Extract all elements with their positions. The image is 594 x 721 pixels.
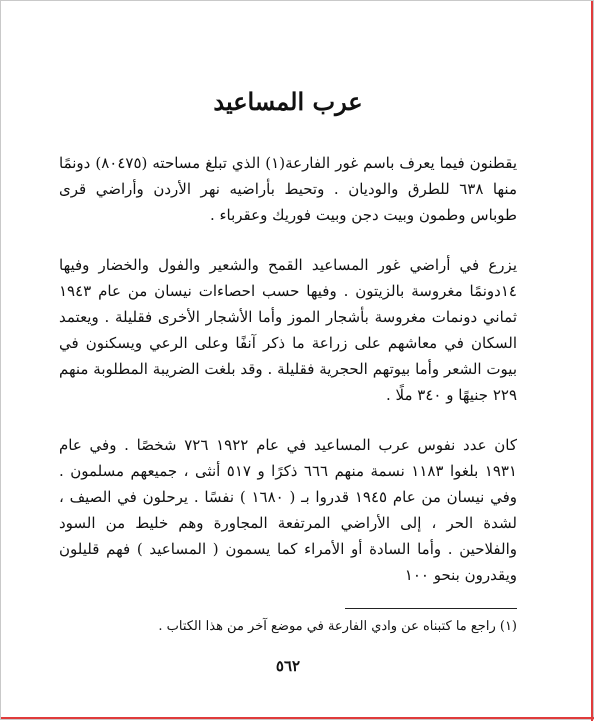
- footnote: (١) راجع ما كتبناه عن وادي الفارعة في موضع آخر من هذا الكتاب .: [158, 619, 517, 634]
- paragraph-3: كان عدد نفوس عرب المساعيد في عام ١٩٢٢ ٧٢٦ شخصًا . وفي عام ١٩٣١ بلغوا ١١٨٣ نسمة منهم ٦٦٦ ذكرًا و ٥١٧ أنثى ، جميعهم مسلمون . وفي نيسان من عام ١٩٤٥ قدروا بـ ( ١٦٨٠ ) نفسًا . يرحلون في الصيف ، لشدة الحر ، إلى الأراضي المرتفعة المجاورة وهم خليط من السود والفلاحين . وأما السادة أو الأمراء كما يسمون ( المساعيد ) فهم قليلون ويقدرون بنحو ١٠٠: [59, 436, 517, 584]
- footnote-divider: [345, 608, 517, 609]
- window-edge-right: [591, 1, 593, 721]
- document-page: [59, 87, 517, 675]
- window-edge-bottom: [1, 717, 594, 719]
- page-number: ٥٦٢: [275, 657, 301, 675]
- paragraph-1: يقطنون فيما يعرف باسم غور الفارعة(١) الذي تبلغ مساحته (٨٠٤٧٥) دونمًا منها ٦٣٨ للطرق والوديان . وتحيط بأراضيه نهر الأردن وأراضي قرى طوباس وطمون وبيت دجن وبيت فوريك وعقرباء .: [59, 154, 517, 224]
- page-title: عرب المساعيد: [213, 87, 363, 116]
- paragraph-2: يزرع في أراضي غور المساعيد القمح والشعير والفول والخضار وفيها ١٤دونمًا مغروسة بالزيتون . وفيها حسب احصاءات نيسان من عام ١٩٤٣ ثماني دونمات مغروسة بأشجار الموز وأما الأشجار الأخرى فقليلة . ويعتمد السكان في معاشهم على زراعة ما ذكر آنفًا وعلى الرعي ويسكنون في بيوت الشعر وأما بيوتهم الحجرية فقليلة . وقد بلغت الضريبة المطلوبة منهم ٢٢٩ جنيهًا و ٣٤٠ ملًا .: [59, 256, 517, 404]
